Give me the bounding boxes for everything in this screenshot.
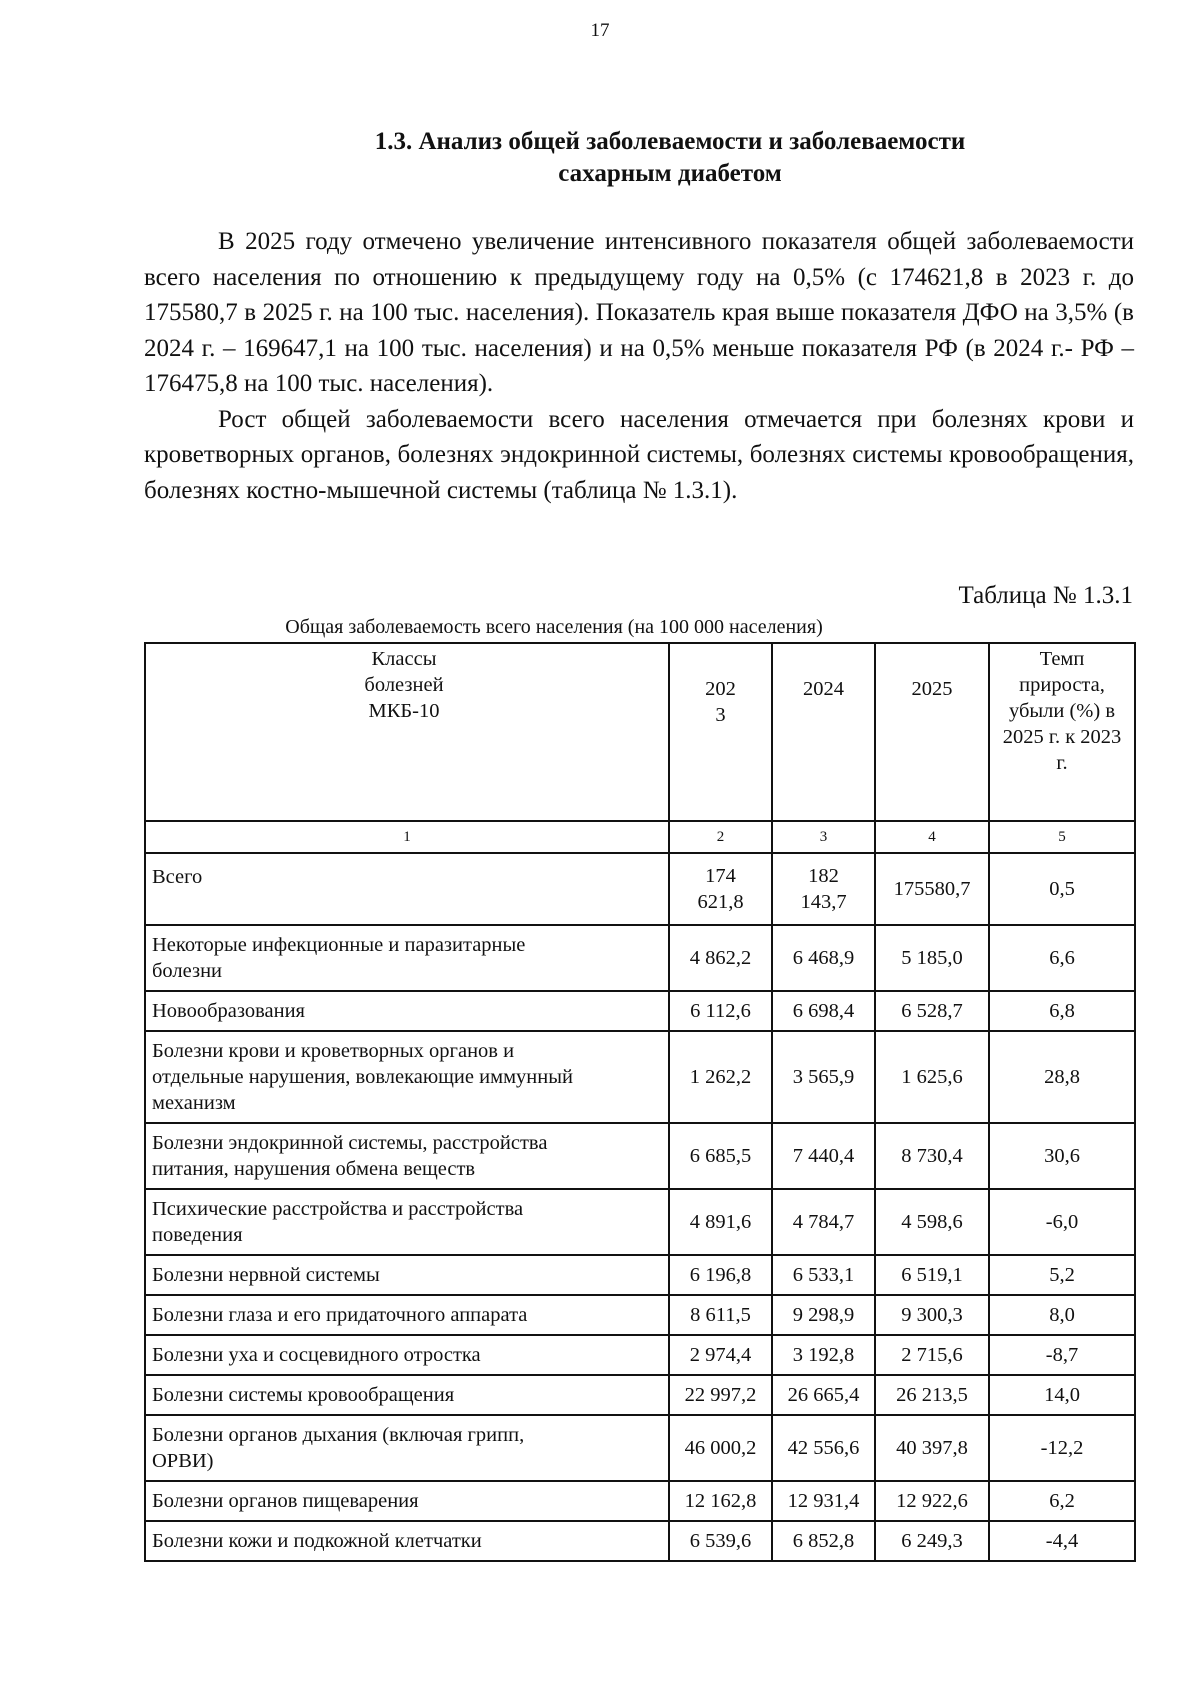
header-2024: 2024 [772, 643, 875, 821]
value-2023: 6 196,8 [669, 1255, 772, 1295]
value-2024-line1: 182 [808, 865, 839, 887]
header-growth-rate [989, 643, 1135, 821]
table-row [145, 1521, 1135, 1561]
row-name-line1: Болезни крови и кроветворных органов и [152, 1040, 515, 1062]
value-rate: 6,8 [989, 991, 1135, 1031]
value-2025: 175580,7 [875, 853, 989, 925]
value-2024: 6 533,1 [772, 1255, 875, 1295]
row-name [145, 1415, 669, 1481]
value-rate: 28,8 [989, 1031, 1135, 1123]
header-rate-line2: прироста, [1019, 674, 1105, 696]
section-title-line2: сахарным диабетом [558, 160, 782, 187]
value-2023 [669, 853, 772, 925]
value-2024: 6 698,4 [772, 991, 875, 1031]
row-name [145, 925, 669, 991]
value-2024: 3 565,9 [772, 1031, 875, 1123]
table-row [145, 991, 1135, 1031]
value-2024 [772, 853, 875, 925]
value-2024: 6 852,8 [772, 1521, 875, 1561]
row-name-line1: Болезни органов дыхания (включая грипп, [152, 1424, 525, 1446]
table-row [145, 1335, 1135, 1375]
value-2024: 3 192,8 [772, 1335, 875, 1375]
row-name-line1: Болезни глаза и его придаточного аппарата [152, 1304, 528, 1326]
col-index: 4 [875, 821, 989, 853]
value-rate: 6,2 [989, 1481, 1135, 1521]
header-class-line3: МКБ-10 [368, 700, 440, 722]
row-name-line2: болезни [152, 960, 223, 982]
table-row [145, 925, 1135, 991]
row-name [145, 1189, 669, 1255]
value-rate: 14,0 [989, 1375, 1135, 1415]
value-2025: 6 528,7 [875, 991, 989, 1031]
value-rate: 0,5 [989, 853, 1135, 925]
value-2024: 7 440,4 [772, 1123, 875, 1189]
row-name-line1: Психические расстройства и расстройства [152, 1198, 524, 1220]
row-name-line2: питания, нарушения обмена веществ [152, 1158, 476, 1180]
value-2025: 6 249,3 [875, 1521, 989, 1561]
value-2023: 22 997,2 [669, 1375, 772, 1415]
table-row [145, 1415, 1135, 1481]
row-name-line1: Болезни органов пищеварения [152, 1490, 419, 1512]
row-name-line1: Болезни кожи и подкожной клетчатки [152, 1530, 482, 1552]
value-2024: 4 784,7 [772, 1189, 875, 1255]
value-2023: 6 685,5 [669, 1123, 772, 1189]
table-row-total [145, 853, 1135, 925]
row-name [145, 1521, 669, 1561]
header-rate-line1: Темп [1039, 648, 1085, 670]
value-rate: -6,0 [989, 1189, 1135, 1255]
value-2023: 2 974,4 [669, 1335, 772, 1375]
row-name [145, 1031, 669, 1123]
value-2023: 1 262,2 [669, 1031, 772, 1123]
header-2025: 2025 [875, 643, 989, 821]
row-name-line2: поведения [152, 1224, 243, 1246]
value-2023: 46 000,2 [669, 1415, 772, 1481]
row-name: Всего [145, 853, 669, 925]
value-2025: 1 625,6 [875, 1031, 989, 1123]
row-name-line1: Новообразования [152, 1000, 305, 1022]
col-index: 5 [989, 821, 1135, 853]
value-2023: 12 162,8 [669, 1481, 772, 1521]
header-rate-line3: убыли (%) в [1008, 700, 1116, 722]
value-2025: 6 519,1 [875, 1255, 989, 1295]
table-row [145, 1255, 1135, 1295]
value-2025: 9 300,3 [875, 1295, 989, 1335]
row-name [145, 1481, 669, 1521]
value-2024-line2: 143,7 [800, 891, 847, 913]
value-2023: 6 539,6 [669, 1521, 772, 1561]
value-2024: 26 665,4 [772, 1375, 875, 1415]
row-name-line1: Болезни системы кровообращения [152, 1384, 455, 1406]
col-index: 3 [772, 821, 875, 853]
column-index-row [145, 821, 1135, 853]
table-row [145, 1375, 1135, 1415]
value-2023: 6 112,6 [669, 991, 772, 1031]
body-text [144, 224, 1134, 508]
section-title [280, 126, 1060, 190]
value-rate: 6,6 [989, 925, 1135, 991]
table-row [145, 1189, 1135, 1255]
table-row [145, 1123, 1135, 1189]
table-row [145, 1031, 1135, 1123]
value-2023: 4 862,2 [669, 925, 772, 991]
value-rate: -4,4 [989, 1521, 1135, 1561]
table-row [145, 1295, 1135, 1335]
value-2024: 12 931,4 [772, 1481, 875, 1521]
header-2023 [669, 643, 772, 821]
value-2025: 40 397,8 [875, 1415, 989, 1481]
row-name-line1: Некоторые инфекционные и паразитарные [152, 934, 526, 956]
col-index: 1 [145, 821, 669, 853]
row-name-line1: Болезни уха и сосцевидного отростка [152, 1344, 481, 1366]
value-2025: 2 715,6 [875, 1335, 989, 1375]
value-2025: 5 185,0 [875, 925, 989, 991]
value-2024: 6 468,9 [772, 925, 875, 991]
table-header-row [145, 643, 1135, 821]
header-class-line2: болезней [364, 674, 444, 696]
value-2025: 4 598,6 [875, 1189, 989, 1255]
value-2023: 8 611,5 [669, 1295, 772, 1335]
row-name-line2: ОРВИ) [152, 1450, 214, 1472]
row-name [145, 1335, 669, 1375]
header-class-line1: Классы [371, 648, 437, 670]
value-2025: 12 922,6 [875, 1481, 989, 1521]
morbidity-table [144, 642, 1136, 1562]
row-name [145, 1123, 669, 1189]
header-2023-line2: 3 [715, 704, 726, 726]
section-title-line1: 1.3. Анализ общей заболеваемости и заболеваемости [374, 128, 966, 155]
row-name-line1: Болезни нервной системы [152, 1264, 380, 1286]
table-row [145, 1481, 1135, 1521]
row-name-line3: механизм [152, 1092, 236, 1114]
header-disease-class [145, 643, 669, 821]
table-label: Таблица № 1.3.1 [958, 582, 1133, 609]
row-name [145, 1255, 669, 1295]
value-rate: -8,7 [989, 1335, 1135, 1375]
row-name [145, 991, 669, 1031]
row-name-line1: Болезни эндокринной системы, расстройства [152, 1132, 548, 1154]
row-name-line2: отдельные нарушения, вовлекающие иммунный [152, 1066, 573, 1088]
value-2023: 4 891,6 [669, 1189, 772, 1255]
value-2023-line1: 174 [705, 865, 736, 887]
col-index: 2 [669, 821, 772, 853]
paragraph-2: Рост общей заболеваемости всего населения отмечается при болезнях крови и кроветворных органов, болезнях эндокринной системы, болезнях системы кровообращения, болезнях костно-мышечной системы (таблица № 1.3.1). [144, 405, 1134, 504]
value-2024: 42 556,6 [772, 1415, 875, 1481]
row-name [145, 1295, 669, 1335]
value-rate: 8,0 [989, 1295, 1135, 1335]
value-rate: 5,2 [989, 1255, 1135, 1295]
value-2025: 8 730,4 [875, 1123, 989, 1189]
value-2023-line2: 621,8 [697, 891, 744, 913]
value-2025: 26 213,5 [875, 1375, 989, 1415]
header-rate-line4: 2025 г. к 2023 [1002, 726, 1122, 748]
paragraph-1: В 2025 году отмечено увеличение интенсивного показателя общей заболеваемости всего населения по отношению к предыдущему году на 0,5% (с 174621,8 в 2023 г. до 175580,7 в 2025 г. на 100 тыс. населения). Показатель края выше показателя ДФО на 3,5% (в 2024 г. – 169647,1 на 100 тыс. населения) и на 0,5% меньше показателя РФ (в 2024 г.- РФ – 176475,8 на 100 тыс. населения). [144, 228, 1134, 397]
value-rate: -12,2 [989, 1415, 1135, 1481]
value-2024: 9 298,9 [772, 1295, 875, 1335]
row-name [145, 1375, 669, 1415]
page-number: 17 [590, 20, 610, 41]
value-rate: 30,6 [989, 1123, 1135, 1189]
table-caption: Общая заболеваемость всего населения (на 100 000 населения) [285, 616, 823, 638]
header-2023-line1: 202 [705, 678, 736, 700]
header-rate-line5: г. [1056, 752, 1068, 774]
